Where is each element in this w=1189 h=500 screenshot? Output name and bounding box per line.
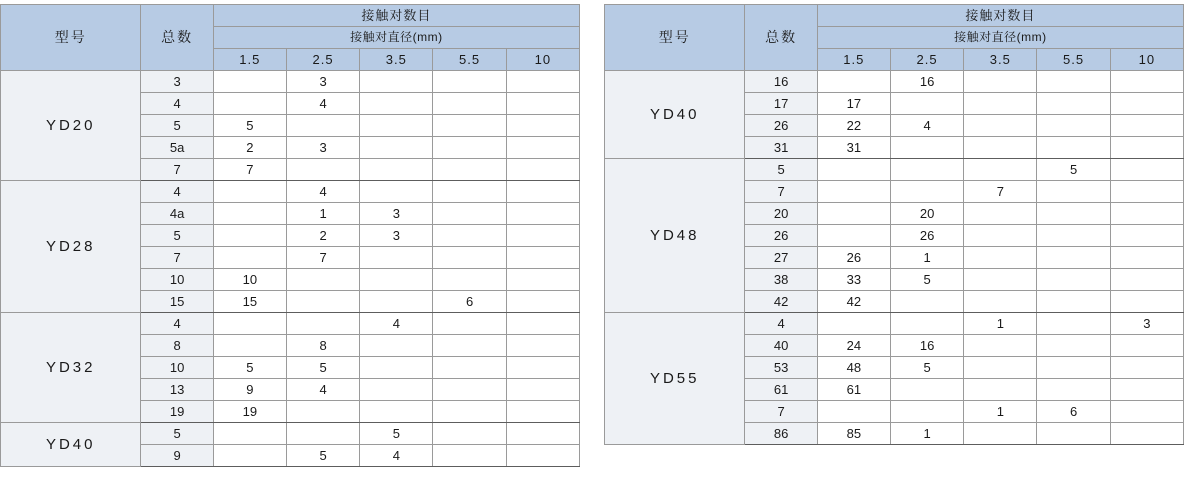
count-cell <box>1037 225 1110 247</box>
count-cell <box>1037 137 1110 159</box>
count-cell <box>506 225 579 247</box>
count-cell <box>506 269 579 291</box>
count-cell: 4 <box>286 181 359 203</box>
count-cell <box>890 401 963 423</box>
count-cell <box>1110 71 1183 93</box>
count-cell: 6 <box>433 291 506 313</box>
table-row <box>605 313 1184 335</box>
count-cell <box>286 291 359 313</box>
header-diameter-2: 2.5 <box>286 49 359 71</box>
count-cell: 7 <box>964 181 1037 203</box>
total-cell: 5 <box>745 159 817 181</box>
count-cell <box>506 137 579 159</box>
count-cell <box>360 335 433 357</box>
count-cell <box>286 159 359 181</box>
count-cell <box>1037 313 1110 335</box>
count-cell <box>506 115 579 137</box>
count-cell: 61 <box>817 379 890 401</box>
count-cell <box>1110 159 1183 181</box>
count-cell <box>360 181 433 203</box>
count-cell <box>213 71 286 93</box>
count-cell: 8 <box>286 335 359 357</box>
count-cell <box>433 379 506 401</box>
total-cell: 7 <box>141 159 213 181</box>
count-cell: 20 <box>890 203 963 225</box>
count-cell <box>360 269 433 291</box>
count-cell <box>360 247 433 269</box>
model-cell: YD32 <box>1 313 141 423</box>
count-cell <box>817 71 890 93</box>
count-cell <box>360 93 433 115</box>
count-cell <box>213 225 286 247</box>
count-cell <box>506 423 579 445</box>
count-cell <box>213 203 286 225</box>
count-cell: 85 <box>817 423 890 445</box>
model-cell: YD28 <box>1 181 141 313</box>
count-cell <box>360 401 433 423</box>
count-cell <box>890 93 963 115</box>
count-cell: 26 <box>817 247 890 269</box>
header-model: 型号 <box>605 5 745 71</box>
count-cell <box>964 115 1037 137</box>
count-cell <box>1110 423 1183 445</box>
total-cell: 13 <box>141 379 213 401</box>
count-cell <box>360 291 433 313</box>
count-cell <box>213 181 286 203</box>
count-cell: 3 <box>1110 313 1183 335</box>
count-cell: 31 <box>817 137 890 159</box>
count-cell <box>1110 181 1183 203</box>
header-diameter-3: 3.5 <box>964 49 1037 71</box>
count-cell <box>964 93 1037 115</box>
header-diameter-4: 5.5 <box>433 49 506 71</box>
count-cell <box>1037 291 1110 313</box>
count-cell <box>433 335 506 357</box>
count-cell: 16 <box>890 71 963 93</box>
count-cell: 5 <box>890 357 963 379</box>
total-cell: 7 <box>141 247 213 269</box>
total-cell: 26 <box>745 115 817 137</box>
total-cell: 7 <box>745 401 817 423</box>
header-contact-diameter: 接触对直径(mm) <box>817 27 1183 49</box>
total-cell: 17 <box>745 93 817 115</box>
count-cell <box>433 401 506 423</box>
count-cell <box>1110 269 1183 291</box>
header-total: 总数 <box>745 5 817 71</box>
header-diameter-5: 10 <box>1110 49 1183 71</box>
count-cell: 1 <box>964 313 1037 335</box>
total-cell: 5a <box>141 137 213 159</box>
total-cell: 19 <box>141 401 213 423</box>
count-cell <box>360 71 433 93</box>
count-cell <box>817 159 890 181</box>
count-cell <box>1037 115 1110 137</box>
total-cell: 26 <box>745 225 817 247</box>
count-cell: 3 <box>360 203 433 225</box>
table-row <box>1 181 580 203</box>
count-cell <box>433 445 506 467</box>
header-diameter-3: 3.5 <box>360 49 433 71</box>
count-cell <box>964 137 1037 159</box>
count-cell <box>890 181 963 203</box>
count-cell: 16 <box>890 335 963 357</box>
count-cell: 17 <box>817 93 890 115</box>
count-cell <box>506 335 579 357</box>
count-cell: 4 <box>286 93 359 115</box>
count-cell <box>1110 115 1183 137</box>
count-cell <box>433 247 506 269</box>
count-cell <box>964 379 1037 401</box>
count-cell <box>506 291 579 313</box>
count-cell <box>964 225 1037 247</box>
count-cell: 4 <box>286 379 359 401</box>
count-cell: 5 <box>360 423 433 445</box>
count-cell: 5 <box>286 357 359 379</box>
count-cell <box>506 379 579 401</box>
count-cell <box>890 379 963 401</box>
count-cell <box>817 181 890 203</box>
count-cell <box>964 335 1037 357</box>
count-cell: 5 <box>213 357 286 379</box>
total-cell: 10 <box>141 357 213 379</box>
count-cell <box>360 357 433 379</box>
count-cell <box>213 423 286 445</box>
count-cell: 7 <box>286 247 359 269</box>
table-right-head <box>605 5 1184 71</box>
count-cell: 4 <box>890 115 963 137</box>
count-cell: 3 <box>360 225 433 247</box>
count-cell: 22 <box>817 115 890 137</box>
count-cell <box>964 269 1037 291</box>
count-cell <box>213 93 286 115</box>
count-cell <box>964 203 1037 225</box>
count-cell <box>506 159 579 181</box>
count-cell: 4 <box>360 313 433 335</box>
count-cell <box>817 313 890 335</box>
contact-table-left <box>0 4 580 467</box>
total-cell: 4 <box>745 313 817 335</box>
count-cell: 15 <box>213 291 286 313</box>
header-diameter-2: 2.5 <box>890 49 963 71</box>
header-total: 总数 <box>141 5 213 71</box>
count-cell <box>1110 335 1183 357</box>
count-cell <box>506 203 579 225</box>
count-cell <box>1037 357 1110 379</box>
count-cell <box>964 247 1037 269</box>
count-cell <box>964 71 1037 93</box>
total-cell: 4 <box>141 313 213 335</box>
count-cell <box>286 401 359 423</box>
count-cell: 5 <box>286 445 359 467</box>
total-cell: 53 <box>745 357 817 379</box>
count-cell <box>506 313 579 335</box>
count-cell <box>1037 93 1110 115</box>
count-cell <box>286 313 359 335</box>
count-cell <box>890 291 963 313</box>
table-row <box>605 159 1184 181</box>
count-cell <box>1110 291 1183 313</box>
count-cell <box>433 71 506 93</box>
total-cell: 61 <box>745 379 817 401</box>
total-cell: 5 <box>141 115 213 137</box>
count-cell <box>506 181 579 203</box>
count-cell <box>817 203 890 225</box>
count-cell <box>433 115 506 137</box>
count-cell: 33 <box>817 269 890 291</box>
header-diameter-4: 5.5 <box>1037 49 1110 71</box>
count-cell <box>964 291 1037 313</box>
contact-table-right <box>604 4 1184 445</box>
table-row <box>605 71 1184 93</box>
total-cell: 7 <box>745 181 817 203</box>
count-cell <box>433 203 506 225</box>
model-cell: YD40 <box>1 423 141 467</box>
count-cell: 9 <box>213 379 286 401</box>
count-cell <box>1037 269 1110 291</box>
table-row <box>1 313 580 335</box>
count-cell <box>890 137 963 159</box>
count-cell <box>360 115 433 137</box>
table-right-wrapper <box>604 4 1184 500</box>
table-left-body <box>1 71 580 467</box>
count-cell <box>1110 247 1183 269</box>
count-cell <box>433 225 506 247</box>
count-cell <box>506 71 579 93</box>
table-left-wrapper <box>0 4 580 500</box>
total-cell: 8 <box>141 335 213 357</box>
count-cell <box>433 313 506 335</box>
header-model: 型号 <box>1 5 141 71</box>
count-cell: 26 <box>890 225 963 247</box>
total-cell: 27 <box>745 247 817 269</box>
total-cell: 4 <box>141 93 213 115</box>
count-cell <box>506 247 579 269</box>
count-cell: 24 <box>817 335 890 357</box>
count-cell <box>1037 379 1110 401</box>
count-cell <box>964 357 1037 379</box>
count-cell <box>433 93 506 115</box>
count-cell <box>360 137 433 159</box>
count-cell: 2 <box>286 225 359 247</box>
count-cell: 5 <box>1037 159 1110 181</box>
count-cell <box>964 159 1037 181</box>
count-cell <box>286 423 359 445</box>
total-cell: 4a <box>141 203 213 225</box>
total-cell: 15 <box>141 291 213 313</box>
count-cell <box>817 225 890 247</box>
total-cell: 10 <box>141 269 213 291</box>
model-cell: YD48 <box>605 159 745 313</box>
count-cell <box>286 269 359 291</box>
count-cell <box>506 401 579 423</box>
count-cell <box>1037 203 1110 225</box>
count-cell: 1 <box>890 423 963 445</box>
header-contact-count: 接触对数目 <box>213 5 579 27</box>
count-cell <box>890 313 963 335</box>
count-cell <box>1037 423 1110 445</box>
header-diameter-1: 1.5 <box>817 49 890 71</box>
count-cell <box>1037 71 1110 93</box>
total-cell: 4 <box>141 181 213 203</box>
count-cell <box>433 423 506 445</box>
count-cell <box>1110 137 1183 159</box>
count-cell <box>1110 401 1183 423</box>
count-cell: 42 <box>817 291 890 313</box>
count-cell <box>1110 203 1183 225</box>
total-cell: 5 <box>141 225 213 247</box>
table-row <box>1 71 580 93</box>
count-cell <box>506 93 579 115</box>
count-cell: 1 <box>964 401 1037 423</box>
model-cell: YD55 <box>605 313 745 445</box>
total-cell: 9 <box>141 445 213 467</box>
total-cell: 31 <box>745 137 817 159</box>
count-cell <box>433 159 506 181</box>
model-cell: YD20 <box>1 71 141 181</box>
count-cell <box>1110 357 1183 379</box>
count-cell <box>964 423 1037 445</box>
count-cell <box>890 159 963 181</box>
count-cell <box>817 401 890 423</box>
count-cell: 3 <box>286 71 359 93</box>
total-cell: 86 <box>745 423 817 445</box>
total-cell: 42 <box>745 291 817 313</box>
total-cell: 5 <box>141 423 213 445</box>
count-cell <box>1037 181 1110 203</box>
header-diameter-1: 1.5 <box>213 49 286 71</box>
count-cell <box>213 313 286 335</box>
table-left-head <box>1 5 580 71</box>
count-cell: 4 <box>360 445 433 467</box>
count-cell <box>286 115 359 137</box>
count-cell <box>433 357 506 379</box>
count-cell <box>1037 335 1110 357</box>
total-cell: 38 <box>745 269 817 291</box>
count-cell <box>1037 247 1110 269</box>
count-cell: 2 <box>213 137 286 159</box>
count-cell <box>433 269 506 291</box>
count-cell: 5 <box>213 115 286 137</box>
count-cell <box>1110 379 1183 401</box>
count-cell <box>360 379 433 401</box>
count-cell <box>213 247 286 269</box>
total-cell: 16 <box>745 71 817 93</box>
count-cell <box>433 181 506 203</box>
count-cell: 19 <box>213 401 286 423</box>
total-cell: 3 <box>141 71 213 93</box>
count-cell <box>360 159 433 181</box>
count-cell: 3 <box>286 137 359 159</box>
table-row <box>1 423 580 445</box>
header-contact-diameter: 接触对直径(mm) <box>213 27 579 49</box>
total-cell: 20 <box>745 203 817 225</box>
count-cell: 10 <box>213 269 286 291</box>
count-cell: 1 <box>286 203 359 225</box>
count-cell: 5 <box>890 269 963 291</box>
model-cell: YD40 <box>605 71 745 159</box>
total-cell: 40 <box>745 335 817 357</box>
count-cell <box>213 445 286 467</box>
count-cell <box>506 445 579 467</box>
count-cell <box>506 357 579 379</box>
table-right-body <box>605 71 1184 445</box>
count-cell: 1 <box>890 247 963 269</box>
count-cell <box>213 335 286 357</box>
count-cell: 6 <box>1037 401 1110 423</box>
count-cell: 7 <box>213 159 286 181</box>
count-cell <box>1110 225 1183 247</box>
count-cell <box>433 137 506 159</box>
header-diameter-5: 10 <box>506 49 579 71</box>
count-cell <box>1110 93 1183 115</box>
count-cell: 48 <box>817 357 890 379</box>
header-contact-count: 接触对数目 <box>817 5 1183 27</box>
